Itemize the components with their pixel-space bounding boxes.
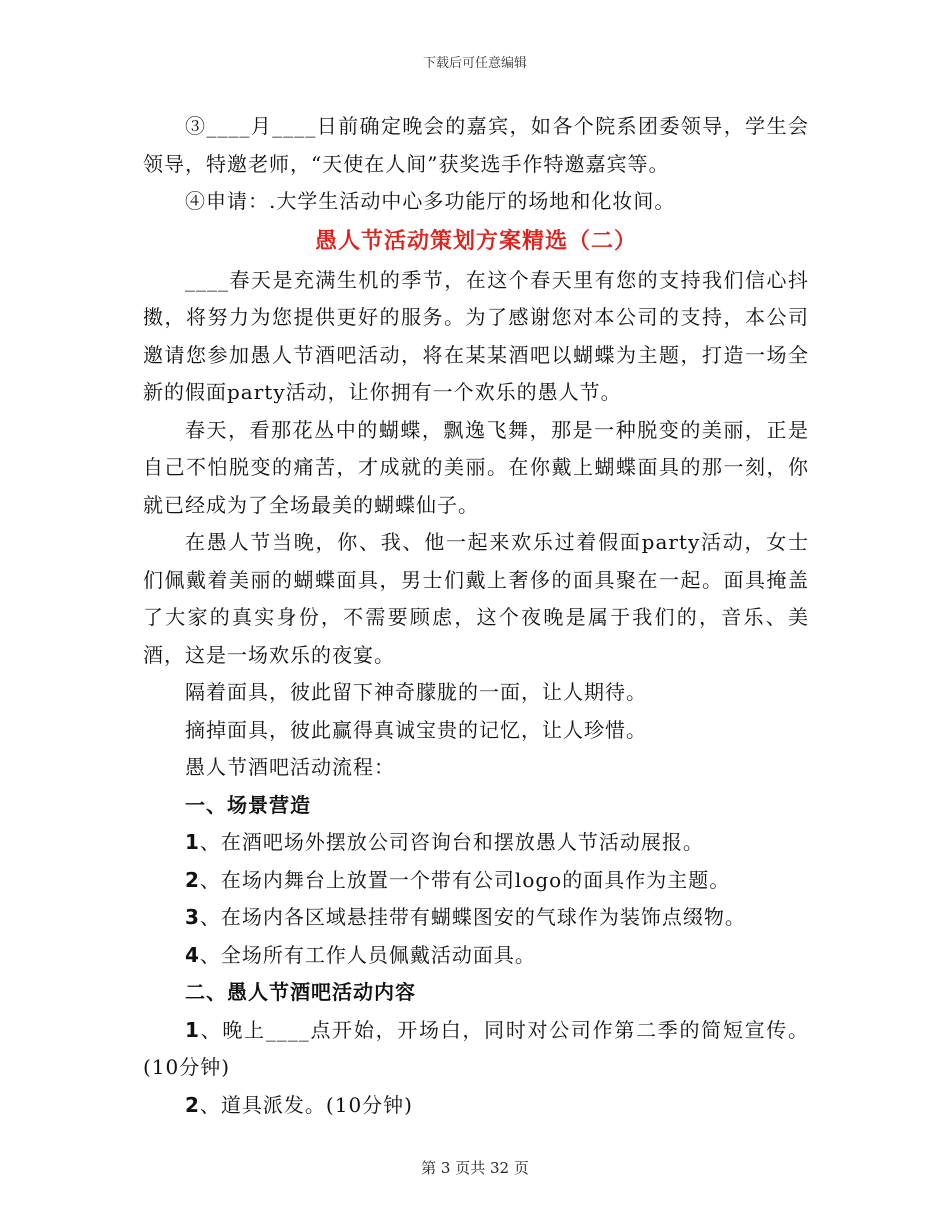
list-text: 、在场内各区域悬挂带有蝴蝶图安的气球作为装饰点缀物。: [199, 905, 746, 929]
list-item: [143, 1012, 809, 1087]
paragraph: ④申请：.大学生活动中心多功能厅的场地和化妆间。: [185, 189, 676, 213]
paragraph: 在愚人节当晚，你、我、他一起来欢乐过着假面party活动，女士们佩戴着美丽的蝴蝶面具，男士们戴上奢侈的面具聚在一起。面具掩盖了大家的真实身份，不需要顾虑，这个夜晚是属于我们的，音乐、美酒，这是一场欢乐的夜宴。: [143, 530, 809, 667]
section-heading: 一、场景营造: [185, 792, 311, 817]
paragraph: ③____月____日前确定晚会的嘉宾，如各个院系团委领导，学生会领导，特邀老师，“天使在人间”获奖选手作特邀嘉宾等。: [143, 114, 809, 176]
list-number: 2: [185, 867, 200, 892]
page-header: 下载后可任意编辑: [422, 56, 527, 71]
list-item: [143, 824, 809, 862]
list-number: 1: [185, 1017, 200, 1042]
list-text: 、全场所有工作人员佩戴活动面具。: [199, 942, 536, 967]
section-title: 愚人节活动策划方案精选（二）: [314, 228, 637, 254]
list-number: 3: [185, 905, 200, 929]
paragraph: ____春天是充满生机的季节，在这个春天里有您的支持我们信心抖擞，将努力为您提供更好的服务。为了感谢您对本公司的支持，本公司邀请您参加愚人节酒吧活动，将在某某酒吧以蝴蝶为主题，打造一场全新的假面party活动，让你拥有一个欢乐的愚人节。: [143, 267, 809, 404]
list-item: [143, 862, 809, 900]
list-text: 、在场内舞台上放置一个带有公司logo的面具作为主题。: [199, 867, 731, 892]
page-footer: 第 3 页共 32 页: [421, 1159, 529, 1177]
list-item: [143, 937, 809, 975]
paragraph: 春天，看那花丛中的蝴蝶，飘逸飞舞，那是一种脱变的美丽，正是自己不怕脱变的痛苦，才成就的美丽。在你戴上蝴蝶面具的那一刻，你就已经成为了全场最美的蝴蝶仙子。: [143, 417, 809, 517]
list-number: 4: [185, 942, 200, 967]
list-number: 2: [185, 1092, 200, 1117]
list-item: [143, 1087, 809, 1125]
section-heading: 二、愚人节酒吧活动内容: [185, 980, 416, 1004]
paragraph: 摘掉面具，彼此赢得真诚宝贵的记忆，让人珍惜。: [185, 717, 647, 742]
list-text: 、道具派发。(10分钟): [199, 1092, 413, 1117]
paragraph: 隔着面具，彼此留下神奇朦胧的一面，让人期待。: [185, 680, 647, 704]
document-body: [143, 108, 809, 1124]
list-item: [143, 899, 809, 937]
list-text: 、晚上____点开始，开场白，同时对公司作第二季的简短宣传。(10分钟): [143, 1017, 809, 1079]
list-number: 1: [185, 830, 200, 854]
list-text: 、在酒吧场外摆放公司咨询台和摆放愚人节活动展报。: [199, 830, 704, 854]
paragraph: 愚人节酒吧活动流程：: [185, 755, 395, 779]
